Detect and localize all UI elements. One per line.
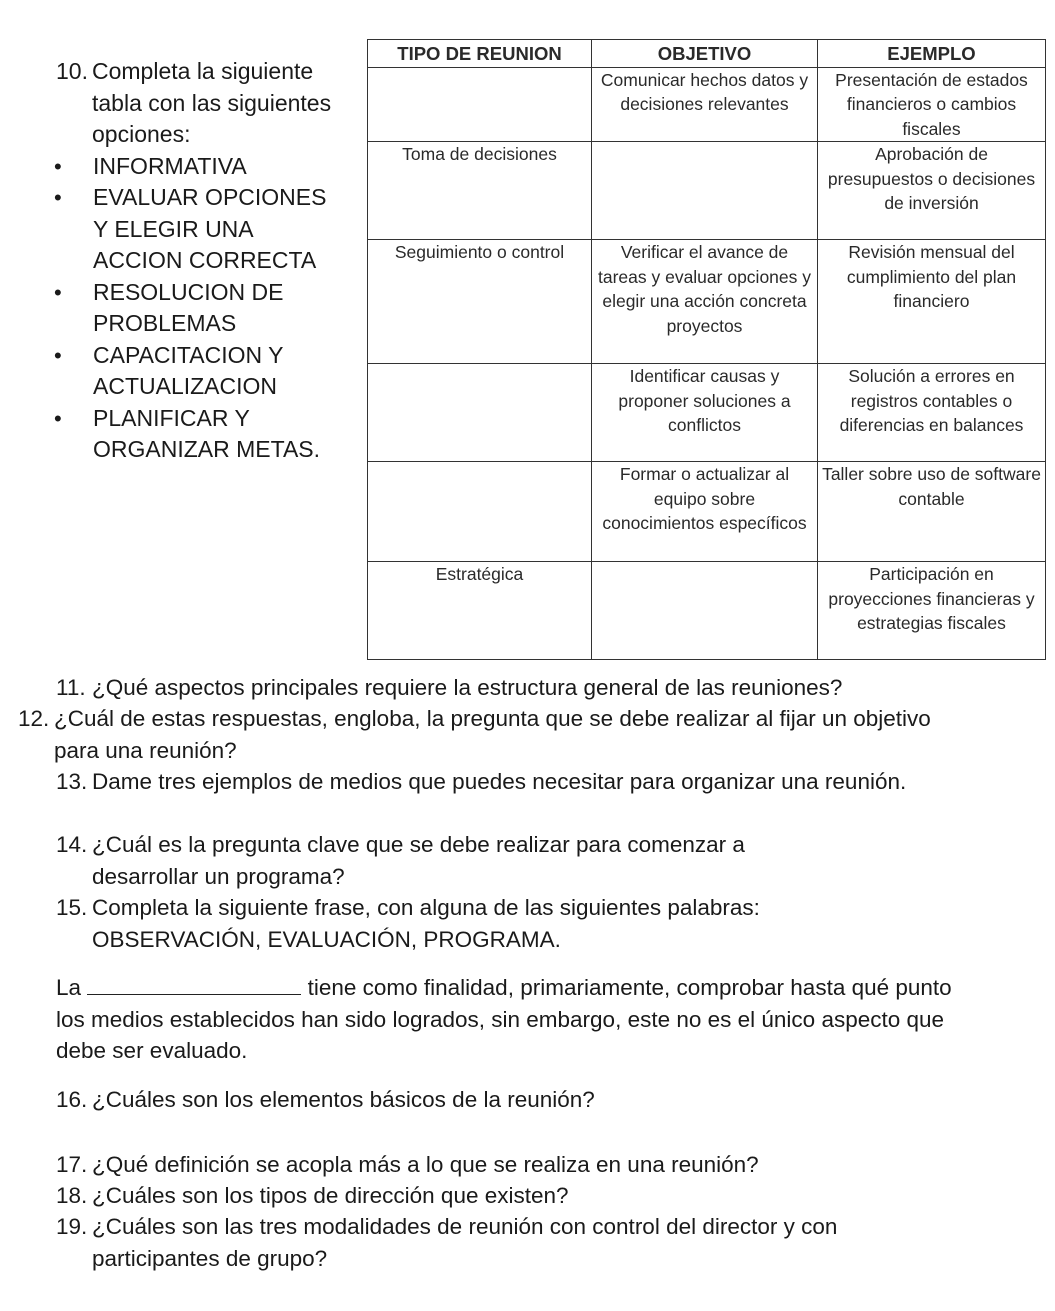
table-row xyxy=(368,462,1046,562)
header-tipo: TIPO DE REUNION xyxy=(368,40,592,68)
question-number: 19. xyxy=(56,1214,88,1239)
cell-objetivo[interactable] xyxy=(592,142,818,240)
question-17 xyxy=(56,1149,1006,1181)
question-14 xyxy=(56,829,856,892)
table-row xyxy=(368,142,1046,240)
question-text: ¿Qué aspectos principales requiere la estructura general de las reuniones? xyxy=(92,675,843,700)
question-number: 13. xyxy=(56,769,88,794)
option-item: • INFORMATIVA xyxy=(20,151,343,183)
cell-objetivo: Formar o actualizar al equipo sobre conocimientos específicos xyxy=(592,462,818,562)
table-row xyxy=(368,240,1046,364)
sentence-end: tiene como finalidad, primariamente, comprobar hasta qué punto los medios establecidos han sido logrados, sin embargo, este no es el único aspecto que debe ser evaluado. xyxy=(56,975,952,1063)
question-prompt: Completa la siguiente tabla con las siguientes opciones: xyxy=(92,58,332,147)
option-item: • RESOLUCION DE PROBLEMAS xyxy=(20,277,343,340)
cell-ejemplo: Revisión mensual del cumplimiento del plan financiero xyxy=(818,240,1046,364)
question-16 xyxy=(56,1084,956,1116)
question-11 xyxy=(56,672,1016,704)
question-text: ¿Cuál de estas respuestas, engloba, la pregunta que se debe realizar al fijar un objetivo para una reunión? xyxy=(54,706,931,763)
question-number: 12. xyxy=(18,706,50,731)
cell-objetivo: Verificar el avance de tareas y evaluar opciones y elegir una acción concreta proyectos xyxy=(592,240,818,364)
sentence-start: La xyxy=(56,975,82,1000)
question-text: Dame tres ejemplos de medios que puedes necesitar para organizar una reunión. xyxy=(92,769,907,794)
option-item: • EVALUAR OPCIONES Y ELEGIR UNA ACCION CORRECTA xyxy=(20,182,343,277)
table-row xyxy=(368,562,1046,660)
option-item: • PLANIFICAR Y ORGANIZAR METAS. xyxy=(20,403,343,466)
question-number: 18. xyxy=(56,1183,88,1208)
cell-objetivo[interactable] xyxy=(592,562,818,660)
cell-ejemplo: Participación en proyecciones financieras y estrategias fiscales xyxy=(818,562,1046,660)
cell-tipo: Estratégica xyxy=(368,562,592,660)
cell-objetivo: Identificar causas y proponer soluciones a conflictos xyxy=(592,364,818,462)
question-number: 14. xyxy=(56,832,88,857)
question-text: ¿Cuáles son los tipos de dirección que existen? xyxy=(92,1183,569,1208)
cell-ejemplo: Presentación de estados financieros o cambios fiscales xyxy=(818,67,1046,142)
table-row xyxy=(368,364,1046,462)
question-number: 15. xyxy=(56,895,88,920)
header-objetivo: OBJETIVO xyxy=(592,40,818,68)
option-item: • CAPACITACION Y ACTUALIZACION xyxy=(20,340,343,403)
question-number: 10. xyxy=(56,58,88,84)
cell-tipo[interactable] xyxy=(368,364,592,462)
question-number: 17. xyxy=(56,1152,88,1177)
meeting-types-table xyxy=(367,39,1045,660)
question-19 xyxy=(56,1211,966,1274)
fill-blank[interactable] xyxy=(87,974,301,995)
cell-ejemplo: Solución a errores en registros contables o diferencias en balances xyxy=(818,364,1046,462)
question-text: ¿Cuál es la pregunta clave que se debe realizar para comenzar a desarrollar un programa? xyxy=(92,832,745,889)
cell-tipo: Toma de decisiones xyxy=(368,142,592,240)
cell-tipo[interactable] xyxy=(368,462,592,562)
table-header-row xyxy=(368,40,1046,68)
question-15 xyxy=(56,892,876,955)
cell-tipo[interactable] xyxy=(368,67,592,142)
question-text: ¿Qué definición se acopla más a lo que se realiza en una reunión? xyxy=(92,1152,759,1177)
cell-ejemplo: Taller sobre uso de software contable xyxy=(818,462,1046,562)
question-text: ¿Cuáles son los elementos básicos de la reunión? xyxy=(92,1087,595,1112)
question-10 xyxy=(56,56,356,466)
cell-tipo: Seguimiento o control xyxy=(368,240,592,364)
question-number: 11. xyxy=(56,675,86,700)
question-number: 16. xyxy=(56,1087,88,1112)
cell-ejemplo: Aprobación de presupuestos o decisiones de inversión xyxy=(818,142,1046,240)
options-list xyxy=(56,151,356,466)
table-row xyxy=(368,67,1046,142)
question-text: Completa la siguiente frase, con alguna de las siguientes palabras: OBSERVACIÓN, EVALUACIÓN, PROGRAMA. xyxy=(92,895,760,952)
header-ejemplo: EJEMPLO xyxy=(818,40,1046,68)
fill-in-sentence xyxy=(56,972,956,1067)
question-12 xyxy=(18,703,968,766)
cell-objetivo: Comunicar hechos datos y decisiones relevantes xyxy=(592,67,818,142)
question-text: ¿Cuáles son las tres modalidades de reunión con control del director y con participantes de grupo? xyxy=(92,1214,838,1271)
question-18 xyxy=(56,1180,1006,1212)
question-13 xyxy=(56,766,936,798)
